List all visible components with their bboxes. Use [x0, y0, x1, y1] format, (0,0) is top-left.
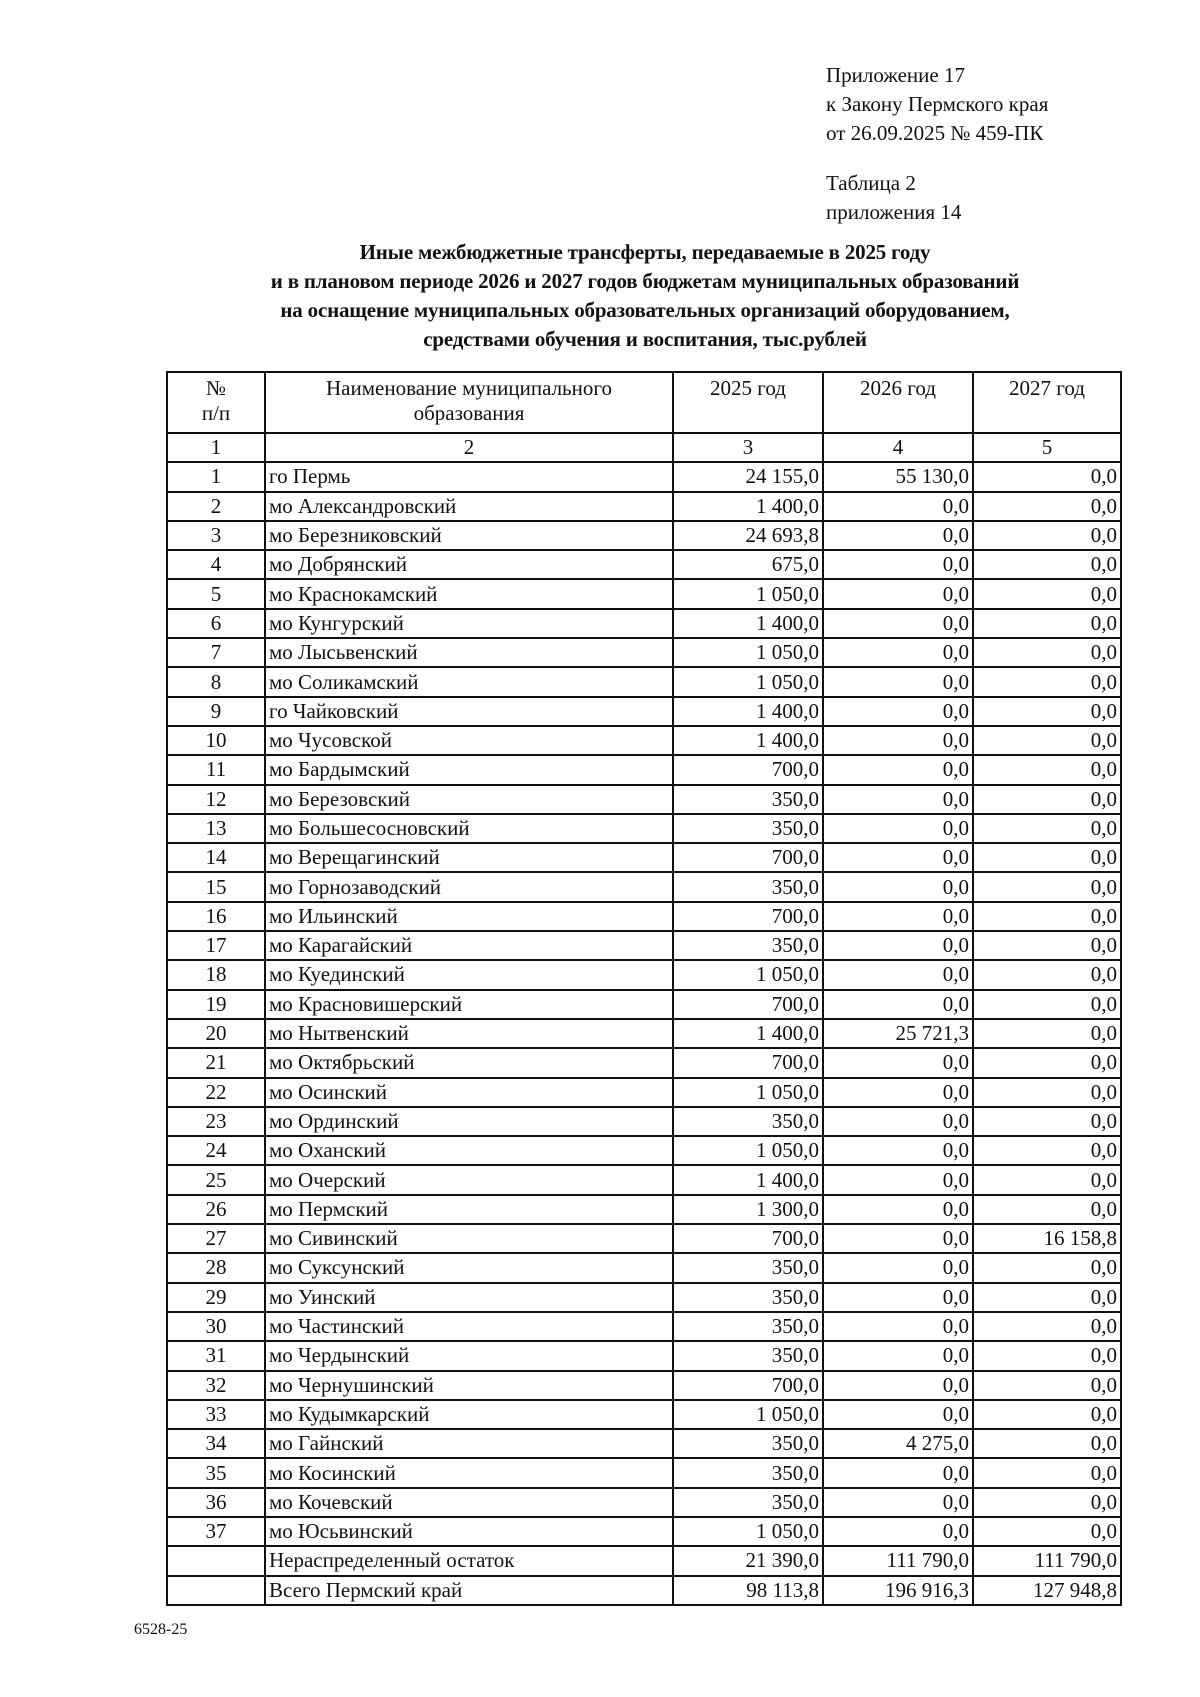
municipality-name: мо Октябрьский	[265, 1048, 673, 1077]
row-number: 17	[167, 931, 265, 960]
row-number: 30	[167, 1312, 265, 1341]
table-row	[167, 638, 1121, 667]
value-2027: 0,0	[973, 1488, 1121, 1517]
value-2027: 0,0	[973, 1107, 1121, 1136]
table-row	[167, 1312, 1121, 1341]
municipality-name: мо Куединский	[265, 960, 673, 989]
column-number: 1	[167, 433, 265, 462]
value-2027: 0,0	[973, 1253, 1121, 1282]
value-2025: 350,0	[673, 1488, 823, 1517]
table-row	[167, 1517, 1121, 1546]
value-2027: 0,0	[973, 726, 1121, 755]
column-number: 4	[823, 433, 973, 462]
value-2027: 0,0	[973, 1136, 1121, 1165]
value-2025: 1 050,0	[673, 638, 823, 667]
appendix-number: Приложение 17	[826, 63, 965, 87]
row-number: 24	[167, 1136, 265, 1165]
value-2026: 0,0	[823, 492, 973, 521]
value-2027: 0,0	[973, 667, 1121, 696]
value-2025: 350,0	[673, 1283, 823, 1312]
table-row	[167, 1107, 1121, 1136]
header-number-line2: п/п	[201, 401, 231, 425]
table-row	[167, 1341, 1121, 1370]
row-number: 19	[167, 990, 265, 1019]
municipality-name: мо Добрянский	[265, 550, 673, 579]
row-number: 14	[167, 843, 265, 872]
value-2026: 0,0	[823, 755, 973, 784]
column-numbers-row	[167, 433, 1121, 462]
value-2025: 24 155,0	[673, 462, 823, 491]
value-2026: 0,0	[823, 667, 973, 696]
value-2025: 1 050,0	[673, 1400, 823, 1429]
value-2025: 350,0	[673, 814, 823, 843]
row-number: 2	[167, 492, 265, 521]
value-2026: 55 130,0	[823, 462, 973, 491]
row-number: 22	[167, 1078, 265, 1107]
table-row	[167, 755, 1121, 784]
value-2026: 0,0	[823, 931, 973, 960]
header-2026: 2026 год	[823, 372, 973, 433]
value-2027: 0,0	[973, 1517, 1121, 1546]
table-row	[167, 1488, 1121, 1517]
table-row	[167, 697, 1121, 726]
value-2025: 1 400,0	[673, 1019, 823, 1048]
municipality-name: мо Соликамский	[265, 667, 673, 696]
municipality-name: мо Юсьвинский	[265, 1517, 673, 1546]
table-summary-row	[167, 1576, 1121, 1605]
table-row	[167, 462, 1121, 491]
value-2027: 0,0	[973, 609, 1121, 638]
row-number: 20	[167, 1019, 265, 1048]
value-2026: 0,0	[823, 1458, 973, 1487]
table-row	[167, 1429, 1121, 1458]
column-number: 2	[265, 433, 673, 462]
row-number	[167, 1576, 265, 1605]
municipality-name: мо Бардымский	[265, 755, 673, 784]
value-2027: 0,0	[973, 492, 1121, 521]
value-2025: 350,0	[673, 872, 823, 901]
value-2027: 0,0	[973, 1400, 1121, 1429]
value-2025: 350,0	[673, 1429, 823, 1458]
table-row	[167, 1195, 1121, 1224]
value-2025: 350,0	[673, 1341, 823, 1370]
municipality-name: го Чайковский	[265, 697, 673, 726]
value-2027: 0,0	[973, 755, 1121, 784]
table-row	[167, 492, 1121, 521]
value-2025: 700,0	[673, 1224, 823, 1253]
table-row	[167, 1048, 1121, 1077]
table-row	[167, 843, 1121, 872]
municipality-name: мо Красновишерский	[265, 990, 673, 1019]
title-line: Иные межбюджетные трансферты, передаваемые в 2025 году	[359, 240, 931, 264]
header-number-line1: №	[205, 376, 227, 400]
municipality-name: мо Карагайский	[265, 931, 673, 960]
table-row	[167, 990, 1121, 1019]
municipality-name: мо Ординский	[265, 1107, 673, 1136]
value-2026: 0,0	[823, 638, 973, 667]
value-2027: 0,0	[973, 1078, 1121, 1107]
value-2027: 0,0	[973, 1371, 1121, 1400]
value-2025: 350,0	[673, 1458, 823, 1487]
municipality-name: мо Частинский	[265, 1312, 673, 1341]
value-2027: 0,0	[973, 990, 1121, 1019]
municipality-name: мо Кудымкарский	[265, 1400, 673, 1429]
header-name-line2: образования	[413, 401, 525, 425]
value-2025: 700,0	[673, 843, 823, 872]
table-row	[167, 1458, 1121, 1487]
row-number: 16	[167, 902, 265, 931]
municipality-name: мо Уинский	[265, 1283, 673, 1312]
municipality-name: мо Сивинский	[265, 1224, 673, 1253]
header-number	[167, 372, 265, 433]
value-2026: 0,0	[823, 521, 973, 550]
value-2025: 350,0	[673, 931, 823, 960]
row-number: 34	[167, 1429, 265, 1458]
table-row	[167, 931, 1121, 960]
value-2027: 0,0	[973, 1019, 1121, 1048]
value-2026: 0,0	[823, 843, 973, 872]
value-2027: 0,0	[973, 1458, 1121, 1487]
table-ref-appendix: приложения 14	[826, 200, 962, 224]
table-summary-row	[167, 1546, 1121, 1575]
value-2027: 0,0	[973, 579, 1121, 608]
row-number: 37	[167, 1517, 265, 1546]
title-line: на оснащение муниципальных образовательных организаций оборудованием,	[280, 298, 1010, 322]
row-number: 10	[167, 726, 265, 755]
value-2025: 700,0	[673, 755, 823, 784]
value-2026: 0,0	[823, 1107, 973, 1136]
row-number: 12	[167, 785, 265, 814]
value-2025: 1 050,0	[673, 960, 823, 989]
row-number: 4	[167, 550, 265, 579]
municipality-name: мо Кунгурский	[265, 609, 673, 638]
value-2027: 0,0	[973, 550, 1121, 579]
value-2027: 0,0	[973, 521, 1121, 550]
row-number: 6	[167, 609, 265, 638]
table-row	[167, 902, 1121, 931]
table-header-row	[167, 372, 1121, 433]
row-number: 28	[167, 1253, 265, 1282]
value-2025: 350,0	[673, 1312, 823, 1341]
table-row	[167, 960, 1121, 989]
value-2025: 1 400,0	[673, 697, 823, 726]
value-2027: 0,0	[973, 1165, 1121, 1194]
value-2026: 0,0	[823, 550, 973, 579]
column-number: 5	[973, 433, 1121, 462]
municipality-name: го Пермь	[265, 462, 673, 491]
row-number: 33	[167, 1400, 265, 1429]
value-2026: 0,0	[823, 872, 973, 901]
row-number: 21	[167, 1048, 265, 1077]
header-name-line1: Наименование муниципального	[326, 376, 612, 400]
municipality-name: мо Ильинский	[265, 902, 673, 931]
table-row	[167, 521, 1121, 550]
header-name	[265, 372, 673, 433]
value-2026: 0,0	[823, 1341, 973, 1370]
value-2026: 0,0	[823, 1488, 973, 1517]
row-number: 13	[167, 814, 265, 843]
municipality-name: Нераспределенный остаток	[265, 1546, 673, 1575]
value-2027: 111 790,0	[973, 1546, 1121, 1575]
table-row	[167, 1253, 1121, 1282]
row-number: 31	[167, 1341, 265, 1370]
table-row	[167, 814, 1121, 843]
title-line: и в плановом периоде 2026 и 2027 годов бюджетам муниципальных образований	[270, 269, 1020, 293]
value-2025: 1 400,0	[673, 726, 823, 755]
table-row	[167, 1078, 1121, 1107]
row-number: 1	[167, 462, 265, 491]
municipality-name: мо Верещагинский	[265, 843, 673, 872]
row-number: 27	[167, 1224, 265, 1253]
value-2025: 1 050,0	[673, 1078, 823, 1107]
row-number: 11	[167, 755, 265, 784]
value-2026: 0,0	[823, 609, 973, 638]
table-row	[167, 1165, 1121, 1194]
municipality-name: мо Лысьвенский	[265, 638, 673, 667]
row-number: 15	[167, 872, 265, 901]
municipality-name: мо Очерский	[265, 1165, 673, 1194]
row-number: 32	[167, 1371, 265, 1400]
table-row	[167, 1371, 1121, 1400]
value-2026: 196 916,3	[823, 1576, 973, 1605]
value-2025: 1 050,0	[673, 1517, 823, 1546]
value-2026: 0,0	[823, 902, 973, 931]
row-number: 25	[167, 1165, 265, 1194]
value-2025: 350,0	[673, 1107, 823, 1136]
row-number: 8	[167, 667, 265, 696]
row-number: 9	[167, 697, 265, 726]
value-2026: 0,0	[823, 1371, 973, 1400]
value-2026: 0,0	[823, 1517, 973, 1546]
municipality-name: мо Березниковский	[265, 521, 673, 550]
value-2026: 0,0	[823, 1078, 973, 1107]
municipality-name: мо Александровский	[265, 492, 673, 521]
transfers-table	[166, 371, 1122, 1606]
municipality-name: мо Чернушинский	[265, 1371, 673, 1400]
header-2025: 2025 год	[673, 372, 823, 433]
row-number: 23	[167, 1107, 265, 1136]
appendix-header	[826, 61, 1048, 227]
value-2025: 1 300,0	[673, 1195, 823, 1224]
value-2025: 21 390,0	[673, 1546, 823, 1575]
row-number: 26	[167, 1195, 265, 1224]
table-body	[167, 462, 1121, 1605]
value-2026: 0,0	[823, 814, 973, 843]
value-2027: 127 948,8	[973, 1576, 1121, 1605]
table-row	[167, 785, 1121, 814]
row-number: 18	[167, 960, 265, 989]
header-2027: 2027 год	[973, 372, 1121, 433]
value-2027: 0,0	[973, 931, 1121, 960]
value-2026: 0,0	[823, 785, 973, 814]
table-row	[167, 872, 1121, 901]
value-2027: 0,0	[973, 960, 1121, 989]
value-2026: 0,0	[823, 1224, 973, 1253]
value-2025: 350,0	[673, 785, 823, 814]
table-row	[167, 1136, 1121, 1165]
municipality-name: мо Горнозаводский	[265, 872, 673, 901]
value-2027: 0,0	[973, 638, 1121, 667]
value-2026: 4 275,0	[823, 1429, 973, 1458]
value-2026: 0,0	[823, 726, 973, 755]
value-2027: 0,0	[973, 697, 1121, 726]
value-2025: 700,0	[673, 902, 823, 931]
row-number: 5	[167, 579, 265, 608]
value-2027: 0,0	[973, 872, 1121, 901]
value-2027: 0,0	[973, 1283, 1121, 1312]
municipality-name: мо Чусовской	[265, 726, 673, 755]
municipality-name: мо Пермский	[265, 1195, 673, 1224]
table-row	[167, 1283, 1121, 1312]
value-2026: 0,0	[823, 1253, 973, 1282]
appendix-law-ref: к Закону Пермского края	[826, 92, 1049, 116]
table-row	[167, 1400, 1121, 1429]
table-row	[167, 1224, 1121, 1253]
title-line: средствами обучения и воспитания, тыс.рублей	[423, 327, 867, 351]
value-2026: 0,0	[823, 1048, 973, 1077]
municipality-name: мо Краснокамский	[265, 579, 673, 608]
value-2025: 700,0	[673, 990, 823, 1019]
value-2027: 0,0	[973, 785, 1121, 814]
column-number: 3	[673, 433, 823, 462]
municipality-name: мо Кочевский	[265, 1488, 673, 1517]
table-row	[167, 1019, 1121, 1048]
row-number: 35	[167, 1458, 265, 1487]
municipality-name: мо Нытвенский	[265, 1019, 673, 1048]
value-2027: 16 158,8	[973, 1224, 1121, 1253]
table-ref-number: Таблица 2	[826, 171, 916, 195]
municipality-name: мо Чердынский	[265, 1341, 673, 1370]
value-2025: 700,0	[673, 1371, 823, 1400]
row-number: 3	[167, 521, 265, 550]
value-2027: 0,0	[973, 1048, 1121, 1077]
value-2025: 1 050,0	[673, 579, 823, 608]
value-2026: 0,0	[823, 1195, 973, 1224]
value-2026: 0,0	[823, 1136, 973, 1165]
value-2026: 0,0	[823, 1283, 973, 1312]
value-2025: 1 400,0	[673, 609, 823, 638]
municipality-name: мо Суксунский	[265, 1253, 673, 1282]
value-2027: 0,0	[973, 1429, 1121, 1458]
value-2025: 1 050,0	[673, 667, 823, 696]
municipality-name: мо Большесосновский	[265, 814, 673, 843]
value-2027: 0,0	[973, 1312, 1121, 1341]
row-number: 7	[167, 638, 265, 667]
value-2026: 0,0	[823, 697, 973, 726]
table-row	[167, 579, 1121, 608]
value-2025: 98 113,8	[673, 1576, 823, 1605]
row-number	[167, 1546, 265, 1575]
value-2027: 0,0	[973, 462, 1121, 491]
value-2025: 1 400,0	[673, 492, 823, 521]
document-title	[160, 238, 1130, 354]
municipality-name: мо Осинский	[265, 1078, 673, 1107]
row-number: 36	[167, 1488, 265, 1517]
row-number: 29	[167, 1283, 265, 1312]
value-2027: 0,0	[973, 902, 1121, 931]
appendix-law-date: от 26.09.2025 № 459-ПК	[826, 121, 1044, 145]
value-2025: 24 693,8	[673, 521, 823, 550]
value-2027: 0,0	[973, 1195, 1121, 1224]
value-2026: 0,0	[823, 960, 973, 989]
table-row	[167, 609, 1121, 638]
value-2025: 350,0	[673, 1253, 823, 1282]
value-2026: 0,0	[823, 1400, 973, 1429]
value-2027: 0,0	[973, 814, 1121, 843]
value-2025: 675,0	[673, 550, 823, 579]
table-row	[167, 550, 1121, 579]
document-code: 6528-25	[134, 1621, 188, 1638]
table-row	[167, 726, 1121, 755]
value-2027: 0,0	[973, 1341, 1121, 1370]
municipality-name: мо Березовский	[265, 785, 673, 814]
value-2025: 1 400,0	[673, 1165, 823, 1194]
value-2025: 700,0	[673, 1048, 823, 1077]
value-2026: 0,0	[823, 1312, 973, 1341]
value-2026: 0,0	[823, 579, 973, 608]
value-2026: 111 790,0	[823, 1546, 973, 1575]
value-2027: 0,0	[973, 843, 1121, 872]
value-2026: 0,0	[823, 990, 973, 1019]
municipality-name: мо Оханский	[265, 1136, 673, 1165]
value-2025: 1 050,0	[673, 1136, 823, 1165]
value-2026: 0,0	[823, 1165, 973, 1194]
municipality-name: Всего Пермский край	[265, 1576, 673, 1605]
municipality-name: мо Косинский	[265, 1458, 673, 1487]
table-row	[167, 667, 1121, 696]
municipality-name: мо Гайнский	[265, 1429, 673, 1458]
value-2026: 25 721,3	[823, 1019, 973, 1048]
